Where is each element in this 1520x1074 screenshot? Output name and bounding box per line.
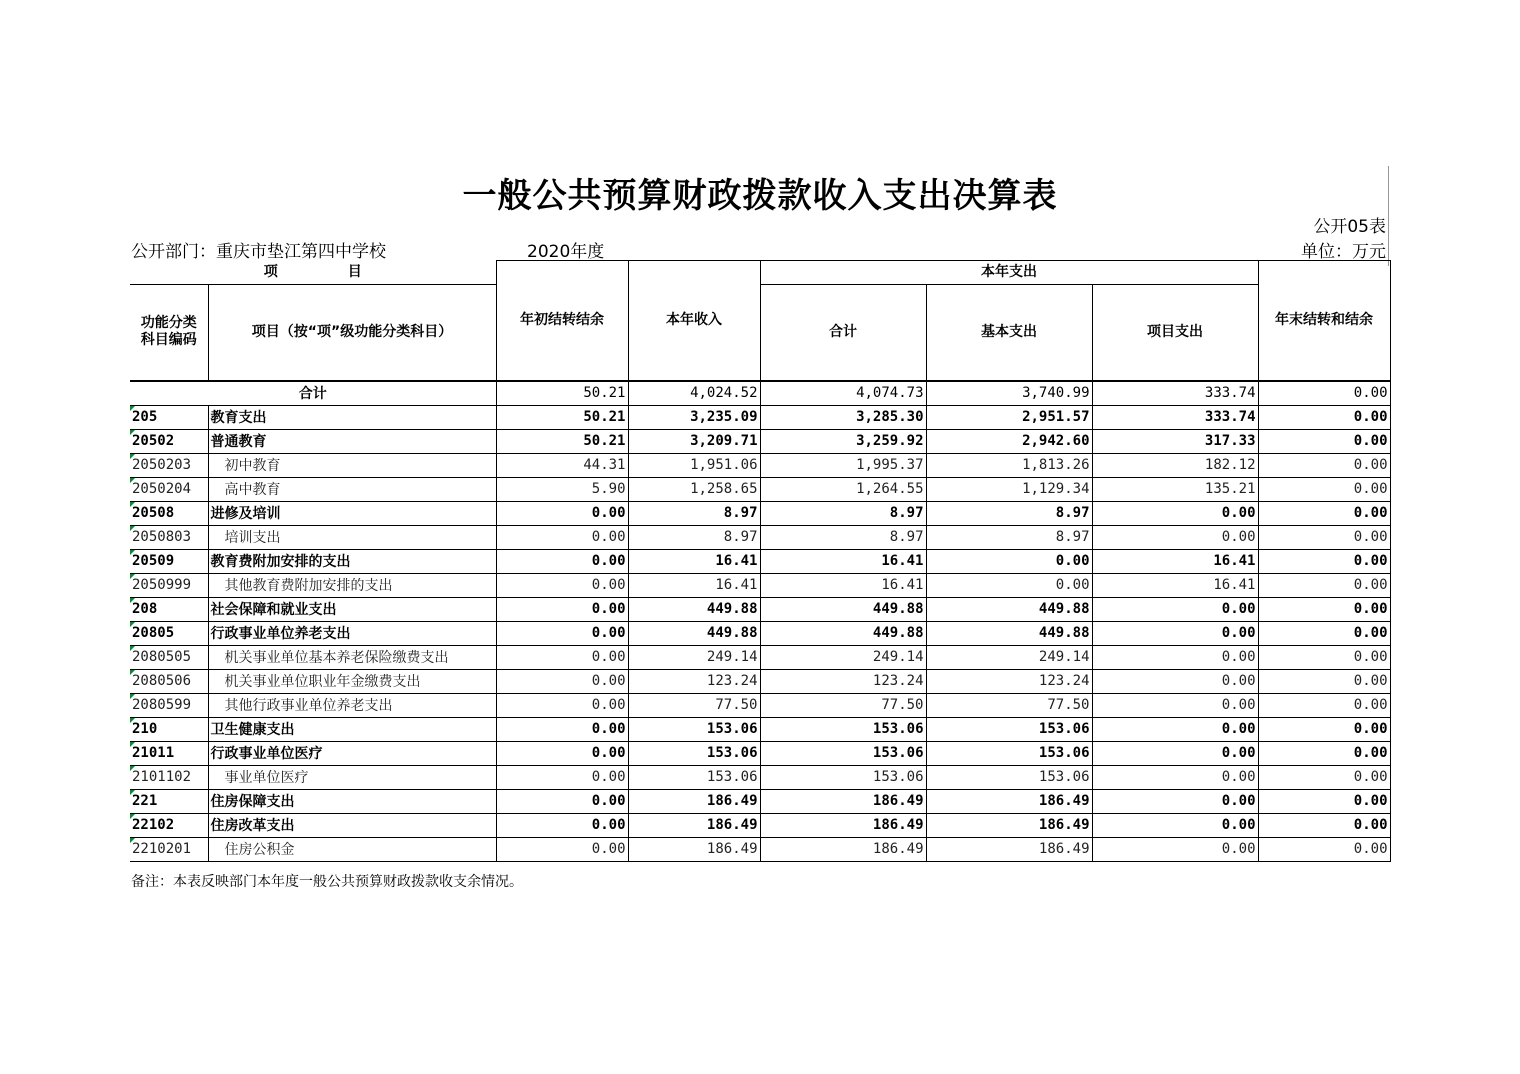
row-begin-balance: 50.21 bbox=[496, 405, 628, 429]
row-basic: 1,813.26 bbox=[926, 453, 1092, 477]
header-name: 项目（按“项”级功能分类科目） bbox=[251, 323, 453, 340]
total-label: 合计 bbox=[130, 381, 496, 406]
row-code: 2050204 bbox=[130, 477, 208, 501]
table-row bbox=[130, 597, 1390, 621]
row-expense: 8.97 bbox=[760, 501, 926, 525]
table-row bbox=[130, 693, 1390, 717]
row-basic: 1,129.34 bbox=[926, 477, 1092, 501]
table-row bbox=[130, 501, 1390, 525]
row-begin-balance: 0.00 bbox=[496, 549, 628, 573]
row-project: 0.00 bbox=[1092, 501, 1258, 525]
row-income: 186.49 bbox=[628, 789, 760, 813]
row-begin-balance: 0.00 bbox=[496, 741, 628, 765]
row-name: 培训支出 bbox=[208, 525, 496, 549]
row-income: 3,235.09 bbox=[628, 405, 760, 429]
row-project: 0.00 bbox=[1092, 693, 1258, 717]
footnote: 备注：本表反映部门本年度一般公共预算财政拨款收支余情况。 bbox=[131, 874, 523, 890]
row-project: 0.00 bbox=[1092, 669, 1258, 693]
row-project: 0.00 bbox=[1092, 525, 1258, 549]
row-basic: 0.00 bbox=[926, 573, 1092, 597]
header-basic: 基本支出 bbox=[926, 285, 1092, 381]
row-begin-balance: 0.00 bbox=[496, 765, 628, 789]
row-income: 77.50 bbox=[628, 693, 760, 717]
row-code: 20508 bbox=[130, 501, 208, 525]
unit-label: 单位：万元 bbox=[1301, 242, 1386, 262]
row-project: 16.41 bbox=[1092, 573, 1258, 597]
row-income: 449.88 bbox=[628, 597, 760, 621]
row-income: 186.49 bbox=[628, 813, 760, 837]
row-expense: 449.88 bbox=[760, 597, 926, 621]
row-name: 行政事业单位养老支出 bbox=[208, 621, 496, 645]
department-label: 公开部门：重庆市垫江第四中学校 bbox=[131, 242, 386, 262]
fiscal-year: 2020年度 bbox=[527, 242, 605, 262]
row-code: 21011 bbox=[130, 741, 208, 765]
row-basic: 8.97 bbox=[926, 525, 1092, 549]
row-project: 333.74 bbox=[1092, 405, 1258, 429]
row-code: 20509 bbox=[130, 549, 208, 573]
row-name: 普通教育 bbox=[208, 429, 496, 453]
row-expense: 153.06 bbox=[760, 765, 926, 789]
row-end-balance: 0.00 bbox=[1258, 573, 1390, 597]
row-code: 2050203 bbox=[130, 453, 208, 477]
row-code: 2080599 bbox=[130, 693, 208, 717]
table-row bbox=[130, 645, 1390, 669]
row-begin-balance: 44.31 bbox=[496, 453, 628, 477]
row-expense: 3,259.92 bbox=[760, 429, 926, 453]
row-code: 2050999 bbox=[130, 573, 208, 597]
page-edge-line bbox=[1388, 166, 1389, 266]
row-project: 0.00 bbox=[1092, 813, 1258, 837]
table-row bbox=[130, 741, 1390, 765]
row-begin-balance: 0.00 bbox=[496, 621, 628, 645]
total-basic: 3,740.99 bbox=[926, 381, 1092, 406]
row-code: 22102 bbox=[130, 813, 208, 837]
row-name: 住房公积金 bbox=[208, 837, 496, 861]
table-row bbox=[130, 717, 1390, 741]
row-expense: 1,264.55 bbox=[760, 477, 926, 501]
row-project: 182.12 bbox=[1092, 453, 1258, 477]
table-row bbox=[130, 477, 1390, 501]
row-code: 2080505 bbox=[130, 645, 208, 669]
row-expense: 186.49 bbox=[760, 837, 926, 861]
table-row bbox=[130, 669, 1390, 693]
row-expense: 153.06 bbox=[760, 741, 926, 765]
row-income: 3,209.71 bbox=[628, 429, 760, 453]
row-code: 2080506 bbox=[130, 669, 208, 693]
row-project: 0.00 bbox=[1092, 789, 1258, 813]
row-begin-balance: 0.00 bbox=[496, 837, 628, 861]
row-basic: 123.24 bbox=[926, 669, 1092, 693]
row-basic: 153.06 bbox=[926, 741, 1092, 765]
row-basic: 2,942.60 bbox=[926, 429, 1092, 453]
row-basic: 153.06 bbox=[926, 765, 1092, 789]
header-expense-total: 合计 bbox=[760, 285, 926, 381]
row-name: 卫生健康支出 bbox=[208, 717, 496, 741]
row-expense: 77.50 bbox=[760, 693, 926, 717]
row-begin-balance: 0.00 bbox=[496, 717, 628, 741]
table-row bbox=[130, 405, 1390, 429]
row-income: 153.06 bbox=[628, 765, 760, 789]
total-expense: 4,074.73 bbox=[760, 381, 926, 406]
row-end-balance: 0.00 bbox=[1258, 453, 1390, 477]
row-expense: 153.06 bbox=[760, 717, 926, 741]
row-project: 317.33 bbox=[1092, 429, 1258, 453]
row-code: 210 bbox=[130, 717, 208, 741]
row-expense: 16.41 bbox=[760, 573, 926, 597]
row-name: 住房保障支出 bbox=[208, 789, 496, 813]
row-project: 0.00 bbox=[1092, 717, 1258, 741]
row-income: 16.41 bbox=[628, 573, 760, 597]
row-income: 449.88 bbox=[628, 621, 760, 645]
total-begin-balance: 50.21 bbox=[496, 381, 628, 406]
row-name: 初中教育 bbox=[208, 453, 496, 477]
header-project: 项目支出 bbox=[1092, 285, 1258, 381]
row-expense: 8.97 bbox=[760, 525, 926, 549]
row-expense: 3,285.30 bbox=[760, 405, 926, 429]
row-begin-balance: 0.00 bbox=[496, 813, 628, 837]
header-code: 功能分类 科目编码 bbox=[130, 285, 208, 381]
row-project: 0.00 bbox=[1092, 765, 1258, 789]
row-end-balance: 0.00 bbox=[1258, 477, 1390, 501]
row-code: 208 bbox=[130, 597, 208, 621]
row-income: 1,951.06 bbox=[628, 453, 760, 477]
row-project: 0.00 bbox=[1092, 597, 1258, 621]
row-code: 20805 bbox=[130, 621, 208, 645]
row-code: 2101102 bbox=[130, 765, 208, 789]
row-basic: 186.49 bbox=[926, 789, 1092, 813]
total-row bbox=[130, 381, 1390, 406]
row-income: 153.06 bbox=[628, 717, 760, 741]
row-name: 进修及培训 bbox=[208, 501, 496, 525]
total-income: 4,024.52 bbox=[628, 381, 760, 406]
row-begin-balance: 0.00 bbox=[496, 645, 628, 669]
row-begin-balance: 0.00 bbox=[496, 693, 628, 717]
row-name: 住房改革支出 bbox=[208, 813, 496, 837]
row-end-balance: 0.00 bbox=[1258, 645, 1390, 669]
row-name: 教育支出 bbox=[208, 405, 496, 429]
total-project: 333.74 bbox=[1092, 381, 1258, 406]
row-end-balance: 0.00 bbox=[1258, 789, 1390, 813]
row-name: 机关事业单位职业年金缴费支出 bbox=[208, 669, 496, 693]
row-end-balance: 0.00 bbox=[1258, 693, 1390, 717]
row-expense: 16.41 bbox=[760, 549, 926, 573]
row-basic: 449.88 bbox=[926, 597, 1092, 621]
row-name: 高中教育 bbox=[208, 477, 496, 501]
row-income: 123.24 bbox=[628, 669, 760, 693]
row-income: 153.06 bbox=[628, 741, 760, 765]
row-basic: 186.49 bbox=[926, 837, 1092, 861]
row-project: 0.00 bbox=[1092, 621, 1258, 645]
row-name: 机关事业单位基本养老保险缴费支出 bbox=[208, 645, 496, 669]
table-row bbox=[130, 789, 1390, 813]
row-project: 16.41 bbox=[1092, 549, 1258, 573]
table-row bbox=[130, 765, 1390, 789]
row-expense: 186.49 bbox=[760, 789, 926, 813]
row-name: 事业单位医疗 bbox=[208, 765, 496, 789]
row-code: 20502 bbox=[130, 429, 208, 453]
row-end-balance: 0.00 bbox=[1258, 813, 1390, 837]
row-expense: 1,995.37 bbox=[760, 453, 926, 477]
table-row bbox=[130, 549, 1390, 573]
row-end-balance: 0.00 bbox=[1258, 405, 1390, 429]
row-end-balance: 0.00 bbox=[1258, 621, 1390, 645]
row-end-balance: 0.00 bbox=[1258, 549, 1390, 573]
row-code: 221 bbox=[130, 789, 208, 813]
table-row bbox=[130, 813, 1390, 837]
row-code: 2210201 bbox=[130, 837, 208, 861]
row-begin-balance: 0.00 bbox=[496, 669, 628, 693]
row-basic: 186.49 bbox=[926, 813, 1092, 837]
row-end-balance: 0.00 bbox=[1258, 741, 1390, 765]
row-income: 186.49 bbox=[628, 837, 760, 861]
row-basic: 153.06 bbox=[926, 717, 1092, 741]
row-expense: 249.14 bbox=[760, 645, 926, 669]
row-code: 205 bbox=[130, 405, 208, 429]
row-expense: 449.88 bbox=[760, 621, 926, 645]
row-name: 社会保障和就业支出 bbox=[208, 597, 496, 621]
row-end-balance: 0.00 bbox=[1258, 765, 1390, 789]
row-basic: 2,951.57 bbox=[926, 405, 1092, 429]
table-number: 公开05表 bbox=[1313, 217, 1386, 237]
row-basic: 77.50 bbox=[926, 693, 1092, 717]
row-basic: 8.97 bbox=[926, 501, 1092, 525]
row-name: 其他教育费附加安排的支出 bbox=[208, 573, 496, 597]
row-basic: 449.88 bbox=[926, 621, 1092, 645]
row-expense: 186.49 bbox=[760, 813, 926, 837]
row-project: 0.00 bbox=[1092, 645, 1258, 669]
row-code: 2050803 bbox=[130, 525, 208, 549]
row-begin-balance: 5.90 bbox=[496, 477, 628, 501]
row-income: 16.41 bbox=[628, 549, 760, 573]
row-end-balance: 0.00 bbox=[1258, 597, 1390, 621]
table-row bbox=[130, 621, 1390, 645]
header-end-balance: 年末结转和结余 bbox=[1258, 261, 1390, 381]
row-end-balance: 0.00 bbox=[1258, 429, 1390, 453]
row-begin-balance: 0.00 bbox=[496, 789, 628, 813]
row-expense: 123.24 bbox=[760, 669, 926, 693]
table-row bbox=[130, 429, 1390, 453]
row-name: 其他行政事业单位养老支出 bbox=[208, 693, 496, 717]
table-row bbox=[130, 525, 1390, 549]
row-income: 249.14 bbox=[628, 645, 760, 669]
report-title: 一般公共预算财政拨款收入支出决算表 bbox=[462, 176, 1058, 216]
row-project: 0.00 bbox=[1092, 741, 1258, 765]
row-begin-balance: 0.00 bbox=[496, 573, 628, 597]
row-project: 135.21 bbox=[1092, 477, 1258, 501]
header-expense-group: 本年支出 bbox=[760, 261, 1258, 285]
table-row bbox=[130, 453, 1390, 477]
row-income: 8.97 bbox=[628, 525, 760, 549]
row-end-balance: 0.00 bbox=[1258, 717, 1390, 741]
budget-table bbox=[130, 260, 1391, 862]
header-item-group: 项 目 bbox=[130, 261, 496, 285]
row-project: 0.00 bbox=[1092, 837, 1258, 861]
row-end-balance: 0.00 bbox=[1258, 525, 1390, 549]
header-begin-balance: 年初结转结余 bbox=[496, 261, 628, 381]
total-end-balance: 0.00 bbox=[1258, 381, 1390, 406]
row-name: 教育费附加安排的支出 bbox=[208, 549, 496, 573]
table-row bbox=[130, 837, 1390, 861]
row-income: 8.97 bbox=[628, 501, 760, 525]
row-begin-balance: 0.00 bbox=[496, 525, 628, 549]
row-basic: 0.00 bbox=[926, 549, 1092, 573]
table-row bbox=[130, 573, 1390, 597]
header-income: 本年收入 bbox=[628, 261, 760, 381]
row-end-balance: 0.00 bbox=[1258, 837, 1390, 861]
row-begin-balance: 0.00 bbox=[496, 501, 628, 525]
row-name: 行政事业单位医疗 bbox=[208, 741, 496, 765]
row-begin-balance: 50.21 bbox=[496, 429, 628, 453]
row-end-balance: 0.00 bbox=[1258, 501, 1390, 525]
row-income: 1,258.65 bbox=[628, 477, 760, 501]
row-basic: 249.14 bbox=[926, 645, 1092, 669]
row-end-balance: 0.00 bbox=[1258, 669, 1390, 693]
row-begin-balance: 0.00 bbox=[496, 597, 628, 621]
